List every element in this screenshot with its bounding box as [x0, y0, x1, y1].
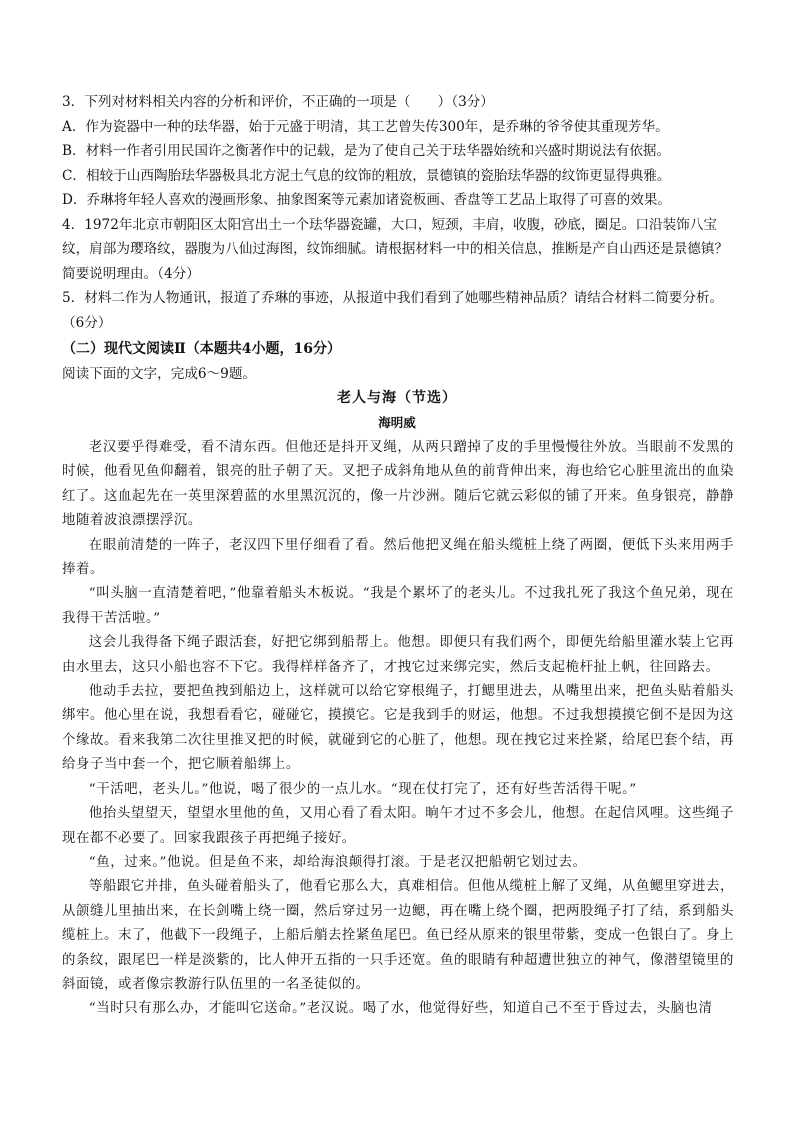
paragraph: “当时只有那么办，才能叫它送命。”老汉说。喝了水，他觉得好些，知道自己不至于昏过去，头脑也清	[88, 1001, 713, 1017]
article-title: 老人与海（节选）	[337, 390, 457, 406]
paragraph: 这会儿我得备下绳子跟活套，好把它绑到船帮上。他想。即便只有我们两个，即便先给船里灌水装上它再由水里去，这只小船也容不下它。我得样样备齐了，才拽它过来绑完实，然后支起桅杆扯上帆，往回路去。	[62, 635, 734, 675]
question-3-option-d: D．乔琳将年轻人喜欢的漫画形象、抽象图案等元素加诸瓷板画、香盘等工艺品上取得了可喜的效果。	[62, 192, 672, 208]
section-instruction: 阅读下面的文字，完成6～9题。	[62, 366, 257, 382]
question-5-line-1: 5．材料二作为人物通讯，报道了乔琳的事迹，从报道中我们看到了她哪些精神品质？请结合材料二简要分析。	[62, 290, 724, 306]
question-4-line-3: 简要说明理由。（4分）	[62, 266, 200, 282]
paragraph: 他抬头望望天，望望水里他的鱼，又用心看了看太阳。晌午才过不多会儿，他想。在起信风哩。这些绳子现在都不必要了。回家我跟孩子再把绳子接好。	[62, 806, 734, 846]
question-4-line-2: 纹，肩部为璎珞纹，器腹为八仙过海图，纹饰细腻。请根据材料一中的相关信息，推断是产自山西还是景德镇？	[62, 241, 729, 257]
question-3-option-c: C．相较于山西陶胎珐华器极具北方泥土气息的纹饰的粗放，景德镇的瓷胎珐华器的纹饰更显得典雅。	[62, 168, 671, 184]
question-3-option-a: A．作为瓷器中一种的珐华器，始于元盛于明清，其工艺曾失传300年，是乔琳的爷爷使其重现芳华。	[62, 119, 669, 135]
paragraph: “鱼，过来。”他说。但是鱼不来，却给海浪颠得打滚。于是老汉把船朝它划过去。	[88, 854, 587, 870]
paragraph: 老汉要乎得难受，看不清东西。但他还是抖开叉绳，从两只蹭掉了皮的手里慢慢往外放。当眼前不发黑的时候，他看见鱼仰翻着，银亮的肚子朝了天。叉把子成斜角地从鱼的前背伸出来，海也给它心脏里流出的血染红了。这血起先在一英里深碧蓝的水里黑沉沉的，像一片沙洲。随后它就云彩似的铺了开来。鱼身银亮，静静地随着波浪漂摆浮沉。	[62, 440, 734, 529]
paragraph: 等船跟它并排，鱼头碰着船头了，他看它那么大，真难相信。但他从缆桩上解了叉绳，从鱼鳃里穿进去，从颌缝儿里抽出来，在长剑嘴上绕一圈，然后穿过另一边鳃，再在嘴上绕个圈，把两股绳子打了结，系到船头缆桩上。末了，他截下一段绳子，上船后艄去拴紧鱼尾巴。鱼已经从原来的银里带紫，变成一色银白了。身上的条纹，跟尾巴一样是淡紫的，比人伸开五指的一只手还宽。鱼的眼睛有种超遭世独立的神气，像潜望镜里的斜面镜，或者像宗教游行队伍里的一名圣徒似的。	[62, 879, 734, 992]
question-4-line-1: 4．1972年北京市朝阳区太阳宫出土一个珐华器瓷罐，大口，短颈，丰肩，收腹，砂底，圈足。口沿装饰八宝	[62, 217, 717, 233]
question-3-option-b: B．材料一作者引用民国许之衡著作中的记载，是为了使自己关于珐华器始统和兴盛时期说法有依据。	[62, 143, 671, 159]
section-heading: （二）现代文阅读Ⅱ（本题共4小题，16分）	[62, 341, 342, 357]
paragraph: “干活吧，老头儿。”他说，喝了很少的一点儿水。“现在仗打完了，还有好些苦活得干呢。”	[88, 781, 637, 797]
paragraph: 他动手去拉，要把鱼拽到船边上，这样就可以给它穿根绳子，打鳃里进去，从嘴里出来，把鱼头贴着船头绑牢。他心里在说，我想看看它，碰碰它，摸摸它。它是我到手的财运，他想。不过我想摸摸它倒不是因为这个缘故。看来我第二次往里推叉把的时候，就碰到它的心脏了，他想。现在拽它过来拴紧，给尾巴套个结，再给身子当中套一个，把它顺着船绑上。	[62, 684, 734, 773]
question-5-line-2: （6分）	[62, 315, 112, 331]
question-3-stem: 3．下列对材料相关内容的分析和评价，不正确的一项是（ ）（3分）	[62, 94, 494, 110]
paragraph: 在眼前清楚的一阵子，老汉四下里仔细看了看。然后他把叉绳在船头缆桩上绕了两圈，便低下头来用两手捧着。	[62, 537, 734, 578]
article-body	[62, 436, 734, 1022]
paragraph: “叫头脑一直清楚着吧，”他靠着船头木板说。“我是个累坏了的老头儿。不过我扎死了我这个鱼兄弟，现在我得干苦活啦。”	[62, 586, 735, 626]
article-author: 海明威	[378, 415, 416, 430]
